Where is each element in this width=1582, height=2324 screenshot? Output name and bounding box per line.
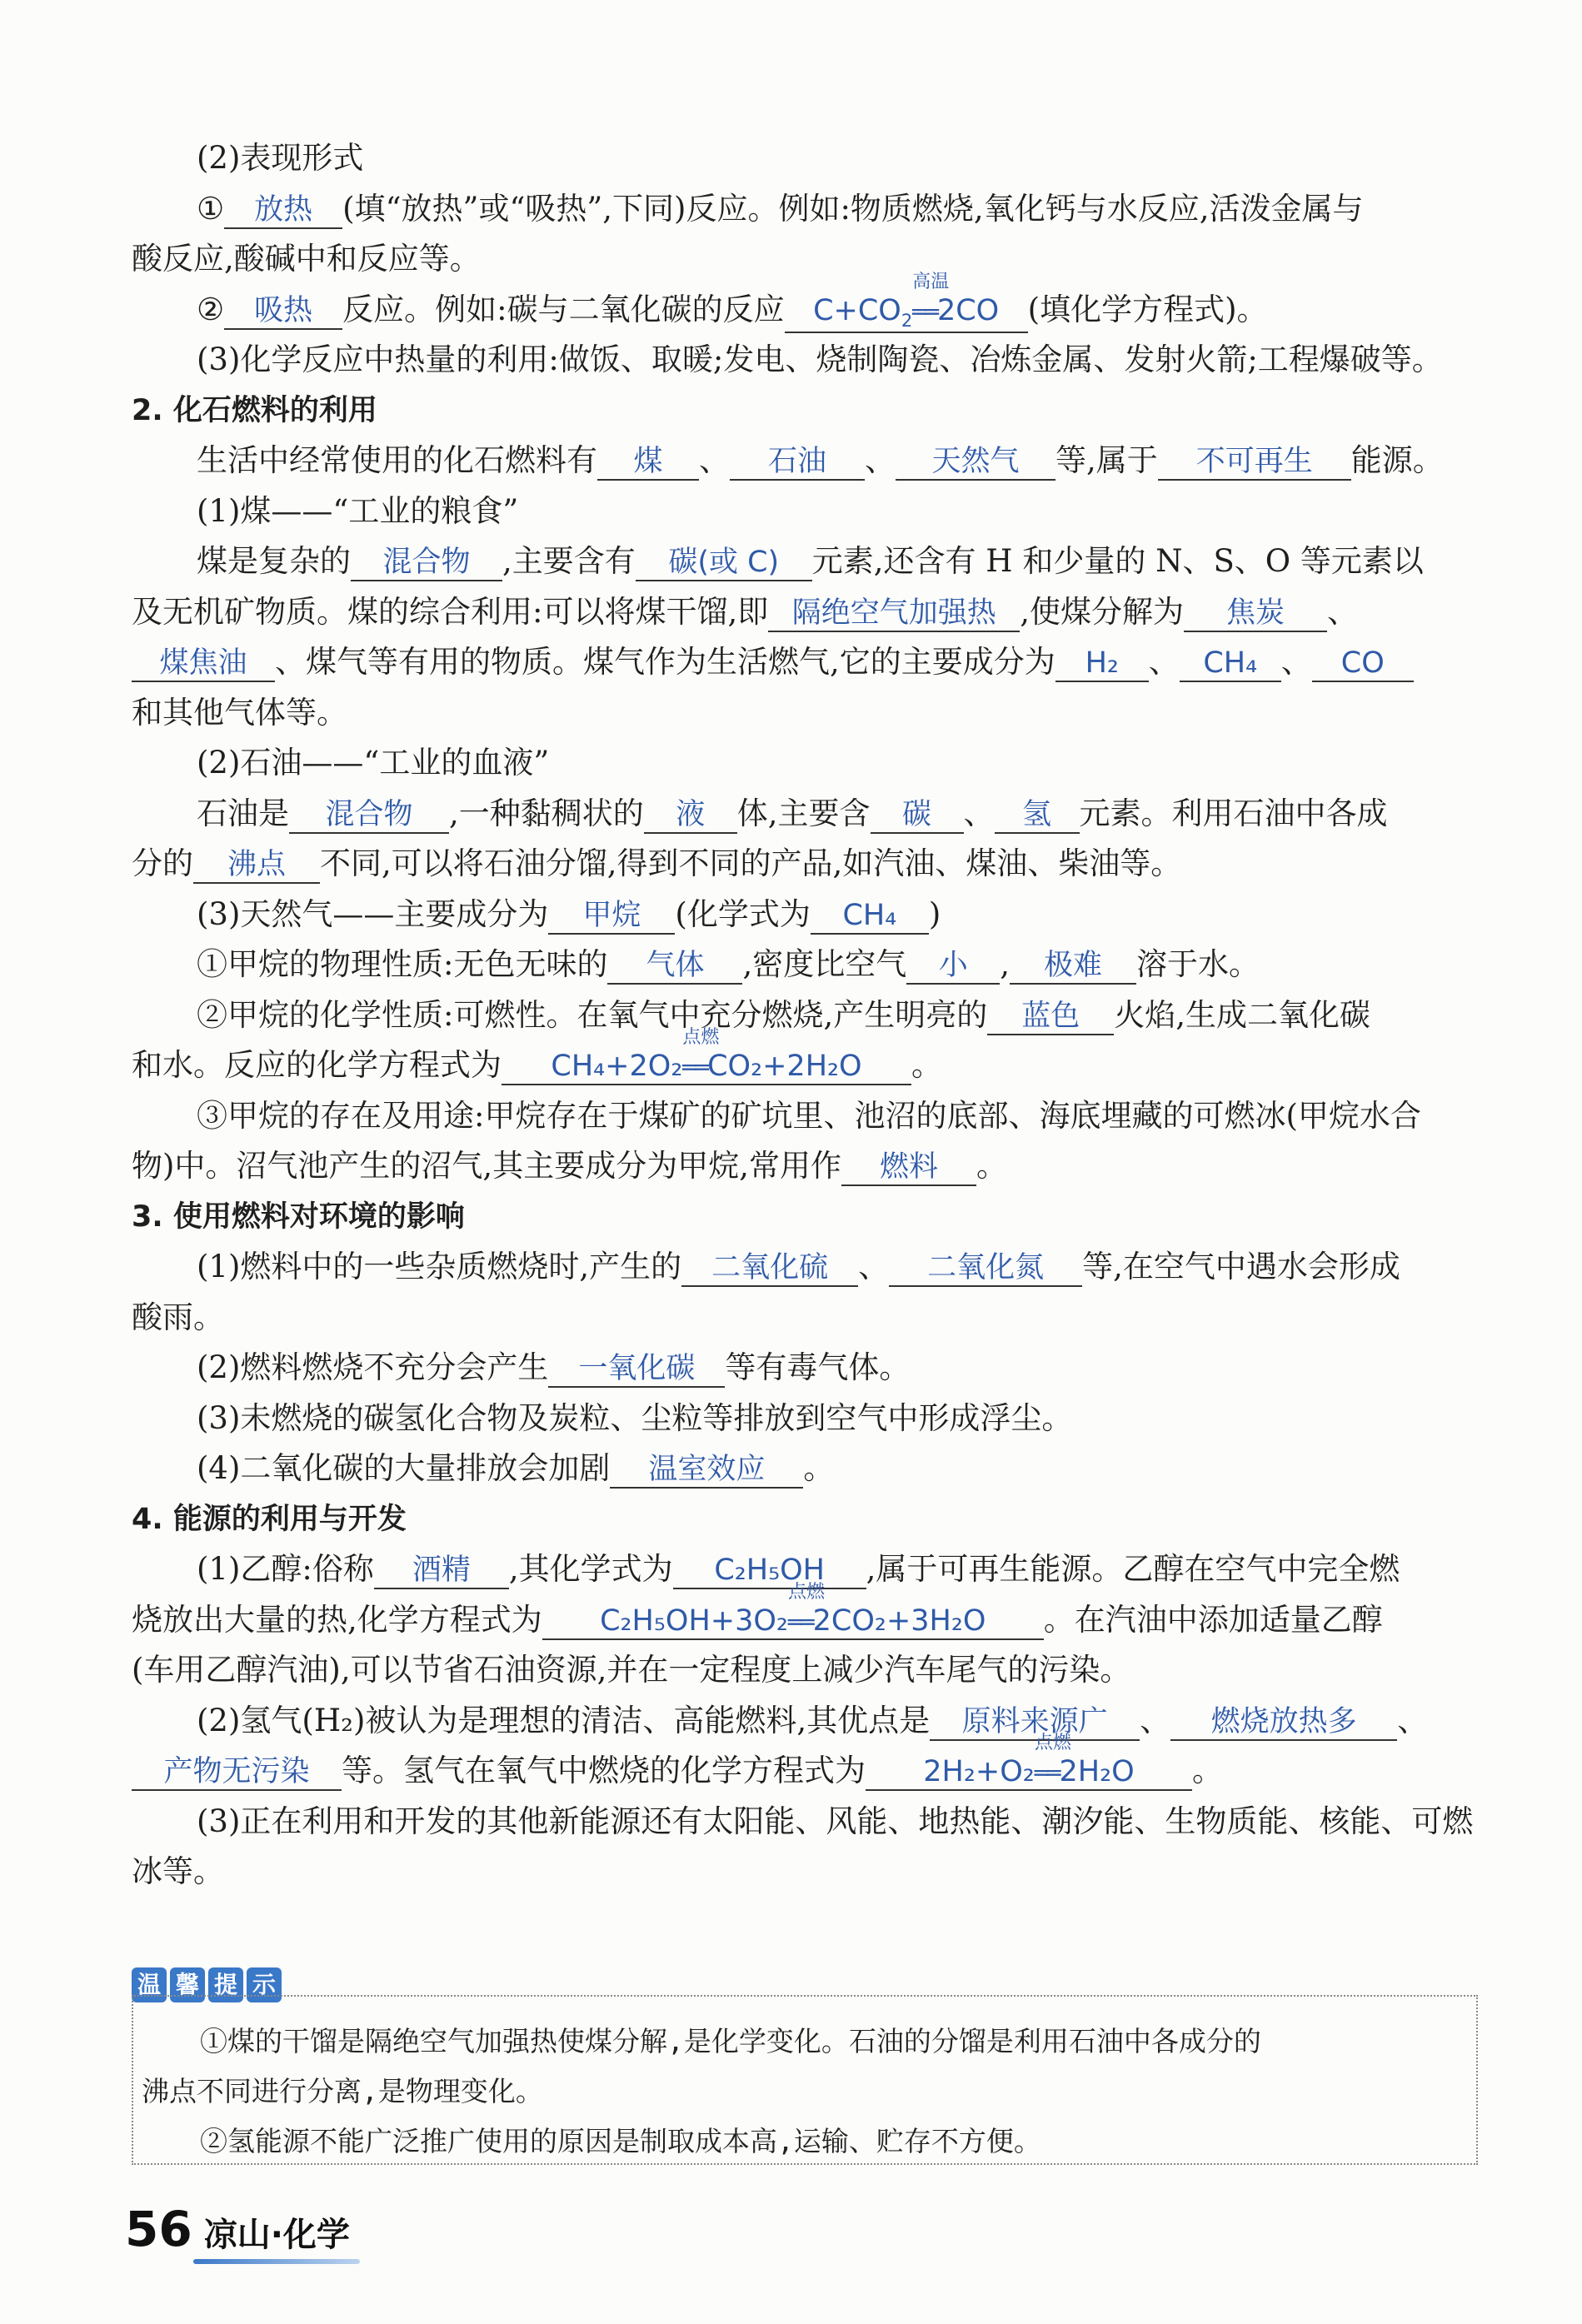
answer-blank: 气体 bbox=[607, 948, 742, 985]
tip-box bbox=[132, 1995, 1478, 2165]
answer-blank: 极难 bbox=[1010, 948, 1136, 985]
answer-blank: 石油 bbox=[730, 444, 865, 481]
equation-blank: 2H₂+O₂ 点燃 ══2H₂O bbox=[866, 1754, 1192, 1791]
paragraph: (3)未燃烧的碳氢化合物及炭粒、尘粒等排放到空气中形成浮尘。 bbox=[197, 1399, 1073, 1436]
content bbox=[132, 133, 1481, 1898]
answer-blank: 一氧化碳 bbox=[548, 1351, 725, 1388]
subsection-title: (1)煤——“工业的粮食” bbox=[197, 492, 519, 529]
paragraph: (1)乙醇:俗称 酒精 ,其化学式为 C₂H₅OH ,属于可再生能源。乙醇在空气中完全燃 bbox=[132, 1544, 1481, 1595]
answer-blank: 燃料 bbox=[841, 1150, 976, 1186]
paragraph: (1)燃料中的一些杂质燃烧时,产生的 二氧化硫 、 二氧化氮 等,在空气中遇水会形成 bbox=[132, 1242, 1481, 1293]
answer-blank: 小 bbox=[906, 948, 1000, 985]
paragraph: 和其他气体等。 bbox=[132, 694, 347, 731]
tip-tag-char: 示 bbox=[247, 1967, 282, 2002]
tip-line: 沸点不同进行分离,是物理变化。 bbox=[142, 2075, 543, 2107]
paragraph: (2)燃料燃烧不充分会产生 一氧化碳 等有毒气体。 bbox=[132, 1343, 1481, 1394]
section-heading: 2. 化石燃料的利用 bbox=[132, 393, 377, 427]
paragraph: ③甲烷的存在及用途:甲烷存在于煤矿的矿坑里、池沼的底部、海底埋藏的可燃冰(甲烷水合 bbox=[197, 1097, 1421, 1134]
paragraph: ②甲烷的化学性质:可燃性。在氧气中充分燃烧,产生明亮的 蓝色 火焰,生成二氧化碳 bbox=[132, 990, 1481, 1041]
answer-blank: 液 bbox=[644, 797, 737, 834]
footer-underline bbox=[193, 2259, 360, 2264]
answer-blank: 原料来源广 bbox=[930, 1704, 1140, 1741]
answer-blank: 不可再生 bbox=[1158, 444, 1351, 481]
paragraph: 煤焦油 、煤气等有用的物质。煤气作为生活燃气,它的主要成分为 H₂ 、 CH₄ 、 CO bbox=[132, 637, 1481, 688]
answer-blank: 隔绝空气加强热 bbox=[768, 596, 1020, 632]
answer-blank: H₂ bbox=[1055, 646, 1149, 682]
answer-blank: 混合物 bbox=[351, 545, 502, 581]
paragraph: 烧放出大量的热,化学方程式为 C₂H₅OH+3O₂ 点燃 ══2CO₂+3H₂O 。在汽油中添加适量乙醇 bbox=[132, 1595, 1481, 1646]
equation-blank: CH₄+2O₂ 点燃 ══CO₂+2H₂O bbox=[502, 1049, 911, 1085]
paragraph: (4)二氧化碳的大量排放会加剧 温室效应 。 bbox=[132, 1444, 1481, 1494]
answer-blank: 吸热 bbox=[224, 293, 342, 330]
answer-blank: 蓝色 bbox=[987, 999, 1114, 1035]
page-footer bbox=[125, 2201, 350, 2257]
paragraph: 产物无污染 等。氢气在氧气中燃烧的化学方程式为 2H₂+O₂ 点燃 ══2H₂O 。 bbox=[132, 1746, 1481, 1797]
answer-blank: 煤 bbox=[597, 444, 699, 481]
equation-blank: C₂H₅OH+3O₂ 点燃 ══2CO₂+3H₂O bbox=[542, 1603, 1044, 1640]
paragraph: 酸反应,酸碱中和反应等。 bbox=[132, 241, 481, 277]
tip-tag-char: 提 bbox=[208, 1967, 243, 2002]
section-heading: 4. 能源的利用与开发 bbox=[132, 1502, 407, 1536]
answer-blank: 氢 bbox=[995, 797, 1080, 834]
page-number: 56 bbox=[125, 2201, 192, 2257]
paragraph: (3)化学反应中热量的利用:做饭、取暖;发电、烧制陶瓷、冶炼金属、发射火箭;工程爆破等。 bbox=[197, 342, 1443, 377]
answer-blank: 酒精 bbox=[374, 1553, 509, 1589]
answer-blank: 放热 bbox=[224, 192, 342, 229]
subsection-title: (2)石油——“工业的血液” bbox=[197, 745, 550, 780]
answer-blank: 天然气 bbox=[896, 444, 1055, 481]
paragraph: ② 吸热 反应。例如:碳与二氧化碳的反应 $C+CO_2$ 高温 ══2CO (填化学方程式)。 bbox=[132, 285, 1481, 336]
paragraph: (3)正在利用和开发的其他新能源还有太阳能、风能、地热能、潮汐能、生物质能、核能、可燃 bbox=[197, 1803, 1474, 1839]
paragraph: 和水。反应的化学方程式为 CH₄+2O₂ 点燃 ══CO₂+2H₂O 。 bbox=[132, 1040, 1481, 1091]
paragraph: ① 放热 (填“放热”或“吸热”,下同)反应。例如:物质燃烧,氧化钙与水反应,活泼金属与 bbox=[132, 184, 1481, 235]
paragraph: 及无机矿物质。煤的综合利用:可以将煤干馏,即 隔绝空气加强热 ,使煤分解为 焦炭 、 bbox=[132, 587, 1481, 638]
paragraph: (3)天然气——主要成分为 甲烷 (化学式为 CH₄ ) bbox=[132, 890, 1481, 940]
subsection-title: (2)表现形式 bbox=[197, 140, 364, 176]
answer-blank: 碳 bbox=[871, 797, 964, 834]
tip-tag-char: 馨 bbox=[170, 1967, 205, 2002]
answer-blank: CH₄ bbox=[1180, 646, 1281, 682]
answer-blank: 煤焦油 bbox=[132, 646, 275, 682]
paragraph: 物)中。沼气池产生的沼气,其主要成分为甲烷,常用作 燃料 。 bbox=[132, 1141, 1481, 1192]
answer-blank: 碳(或 C) bbox=[636, 545, 812, 581]
answer-blank: 混合物 bbox=[289, 797, 449, 834]
paragraph: 分的 沸点 不同,可以将石油分馏,得到不同的产品,如汽油、煤油、柴油等。 bbox=[132, 839, 1481, 890]
answer-blank: 沸点 bbox=[193, 847, 320, 884]
answer-blank: C₂H₅OH bbox=[673, 1553, 866, 1589]
paragraph: ①甲烷的物理性质:无色无味的 气体 ,密度比空气 小 , 极难 溶于水。 bbox=[132, 940, 1481, 990]
answer-blank: 温室效应 bbox=[610, 1452, 803, 1489]
tip-tag-char: 温 bbox=[132, 1967, 167, 2002]
tip-line: ①煤的干馏是隔绝空气加强热使煤分解,是化学变化。石油的分馏是利用石油中各成分的 bbox=[200, 2025, 1261, 2057]
answer-blank: CH₄ bbox=[811, 898, 929, 935]
equation-blank: $C+CO_2$ 高温 ══2CO bbox=[785, 293, 1028, 333]
answer-blank: 甲烷 bbox=[548, 898, 675, 935]
answer-blank: 焦炭 bbox=[1184, 596, 1327, 632]
book-title: 凉山·化学 bbox=[203, 2216, 350, 2254]
answer-blank: 二氧化硫 bbox=[681, 1250, 858, 1287]
answer-blank: 二氧化氮 bbox=[889, 1250, 1082, 1287]
answer-blank: 燃烧放热多 bbox=[1170, 1704, 1397, 1741]
answer-blank: CO bbox=[1312, 646, 1414, 682]
paragraph: (车用乙醇汽油),可以节省石油资源,并在一定程度上减少汽车尾气的污染。 bbox=[132, 1652, 1131, 1688]
tip-line: ②氢能源不能广泛推广使用的原因是制取成本高,运输、贮存不方便。 bbox=[200, 2125, 1041, 2157]
paragraph: (2)氢气(H₂)被认为是理想的清洁、高能燃料,其优点是 原料来源广 、 燃烧放热多 、 bbox=[132, 1696, 1481, 1747]
answer-blank: 产物无污染 bbox=[132, 1754, 342, 1791]
paragraph: 石油是 混合物 ,一种黏稠状的 液 体,主要含 碳 、 氢 元素。利用石油中各成 bbox=[132, 789, 1481, 840]
paragraph: 冰等。 bbox=[132, 1853, 224, 1889]
section-heading: 3. 使用燃料对环境的影响 bbox=[132, 1199, 465, 1234]
paragraph: 酸雨。 bbox=[132, 1299, 224, 1335]
paragraph: 煤是复杂的 混合物 ,主要含有 碳(或 C) 元素,还含有 H 和少量的 N、S、O 等元素以 bbox=[132, 536, 1481, 587]
paragraph: 生活中经常使用的化石燃料有 煤 、 石油 、 天然气 等,属于 不可再生 能源。 bbox=[132, 436, 1481, 486]
